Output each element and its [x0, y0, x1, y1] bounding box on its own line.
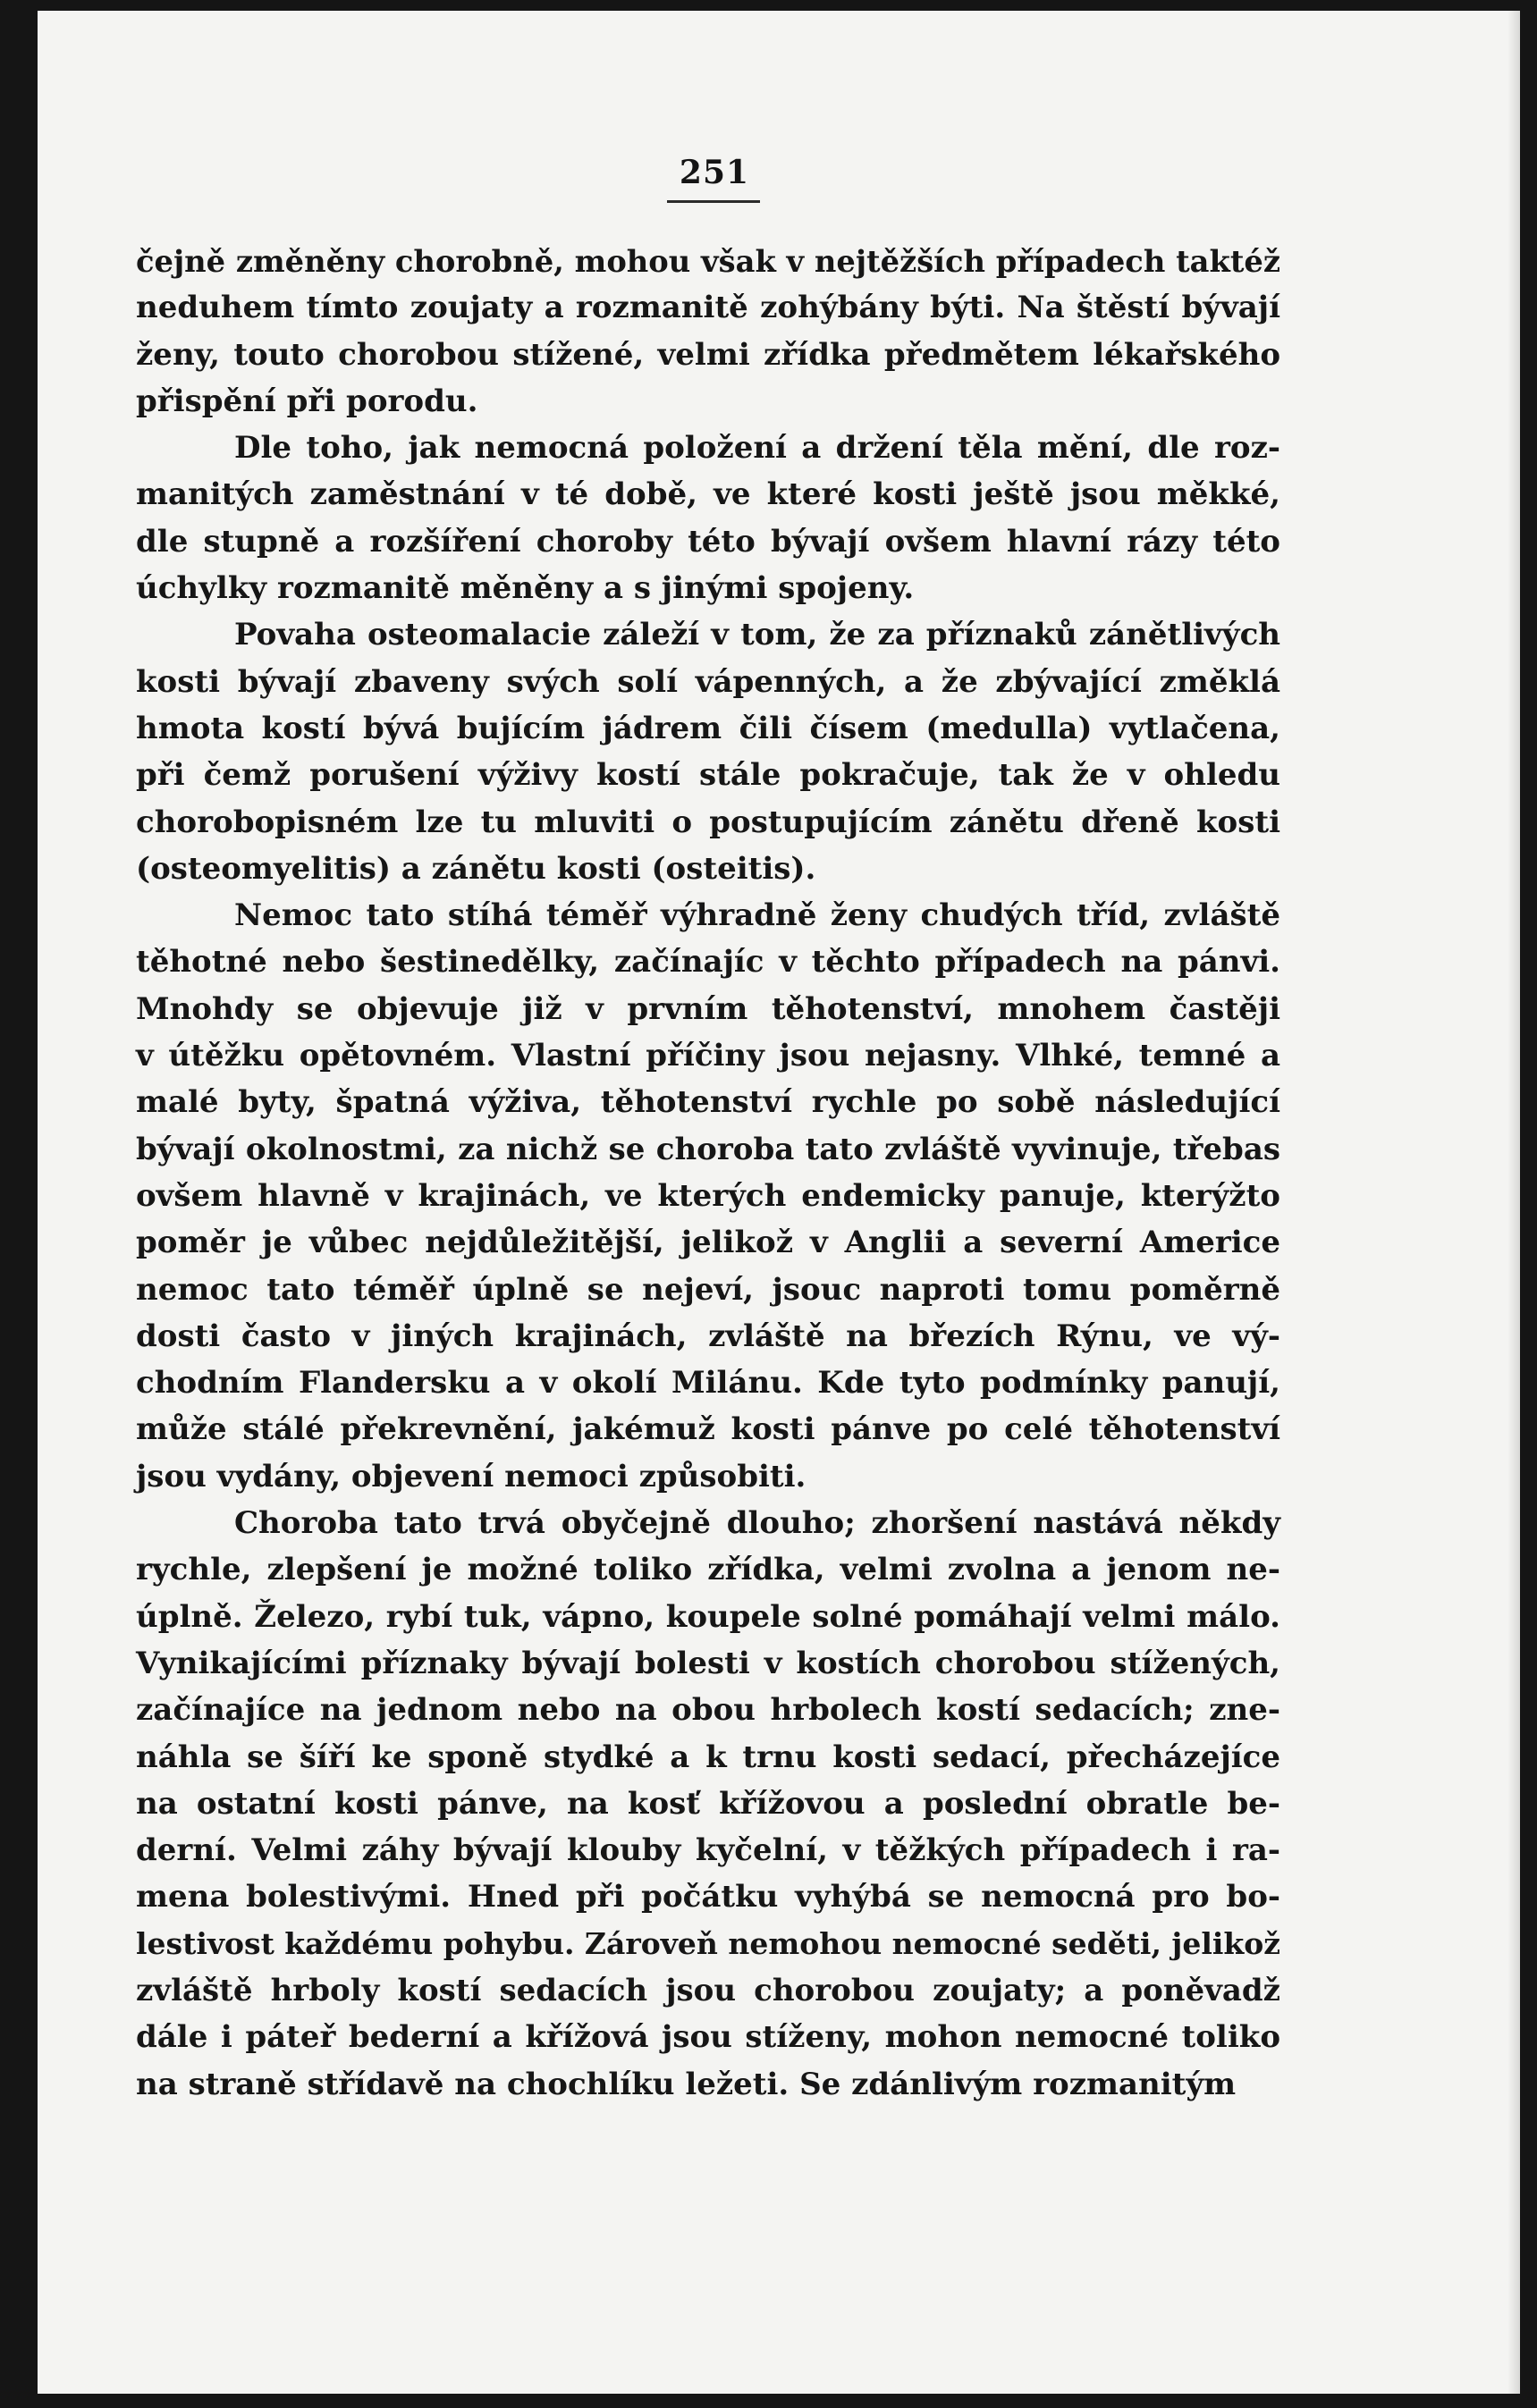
text-line: manitých zaměstnání v té době, ve které kosti ještě jsou měkké,: [136, 476, 1280, 513]
text-line: Nemoc tato stíhá téměř výhradně ženy chudých tříd, zvláště: [234, 897, 1280, 934]
text-line: chodním Flandersku a v okolí Milánu. Kde tyto podmínky panují,: [136, 1365, 1280, 1402]
text-line: dosti často v jiných krajinách, zvláště na březích Rýnu, ve vý-: [136, 1318, 1280, 1354]
text-line: chorobopisném lze tu mluviti o postupujícím zánětu dřeně kosti: [136, 804, 1280, 840]
text-line: Povaha osteomalacie záleží v tom, že za příznaků zánětlivých: [234, 617, 1280, 653]
text-line: neduhem tímto zoujaty a rozmanitě zohýbány býti. Na štěstí bývají: [136, 290, 1280, 326]
text-line: může stálé překrevnění, jakémuž kosti pánve po celé těhotenství: [136, 1411, 1280, 1448]
text-line: těhotné nebo šestinedělky, začínajíc v těchto případech na pánvi.: [136, 944, 1280, 981]
text-line: náhla se šíří ke sponě stydké a k trnu kosti sedací, přecházejíce: [136, 1739, 1280, 1775]
text-line: úchylky rozmanitě měněny a s jinými spojeny.: [136, 570, 915, 607]
text-line: přispění při porodu.: [136, 383, 478, 419]
text-line: úplně. Železo, rybí tuk, vápno, koupele solné pomáhají velmi málo.: [136, 1598, 1280, 1635]
text-line: rychle, zlepšení je možné toliko zřídka, velmi zvolna a jenom ne-: [136, 1552, 1280, 1588]
text-line: v útěžku opětovném. Vlastní příčiny jsou nejasny. Vlhké, temné a: [136, 1038, 1280, 1074]
text-line: dle stupně a rozšíření choroby této bývají ovšem hlavní rázy této: [136, 523, 1280, 560]
text-line: bývají okolnostmi, za nichž se choroba tato zvláště vyvinuje, třebas: [136, 1131, 1280, 1167]
body-text: [136, 238, 1280, 2108]
text-line: na straně střídavě na chochlíku ležeti. Se zdánlivým rozmanitým: [136, 2066, 1237, 2102]
text-line: čejně změněny chorobně, mohou však v nejtěžších případech taktéž: [136, 243, 1280, 279]
text-line: Mnohdy se objevuje již v prvním těhotenství, mnohem častěji: [136, 990, 1280, 1027]
paragraph: [136, 425, 1280, 611]
text-line: (osteomyelitis) a zánětu kosti (osteitis).: [136, 850, 816, 887]
text-line: lestivost každému pohybu. Zároveň nemohou nemocné seděti, jelikož: [136, 1925, 1280, 1961]
text-line: mena bolestivými. Hned při počátku vyhýbá se nemocná pro bo-: [136, 1879, 1280, 1915]
page-number-rule: [667, 200, 760, 203]
text-line: hmota kostí bývá bujícím jádrem čili čísem (medulla) vytlačena,: [136, 710, 1280, 746]
page-edge-shadow: [1507, 11, 1520, 2394]
text-line: poměr je vůbec nejdůležitější, jelikož v Anglii a severní Americe: [136, 1225, 1280, 1261]
text-line: Vynikajícími příznaky bývají bolesti v kostích chorobou stížených,: [136, 1645, 1280, 1681]
text-line: na ostatní kosti pánve, na kosť křížovou a poslední obratle be-: [136, 1785, 1280, 1822]
text-line: zvláště hrboly kostí sedacích jsou chorobou zoujaty; a poněvadž: [136, 1972, 1280, 2008]
text-line: jsou vydány, objevení nemoci způsobiti.: [136, 1458, 807, 1494]
text-line: ovšem hlavně v krajinách, ve kterých endemicky panuje, kterýžto: [136, 1177, 1280, 1214]
book-page: [38, 11, 1520, 2394]
text-line: derní. Velmi záhy bývají klouby kyčelní, v těžkých případech i ra-: [136, 1832, 1280, 1869]
text-line: začínajíce na jednom nebo na obou hrbolech kostí sedacích; zne-: [136, 1692, 1280, 1729]
text-line: při čemž porušení výživy kostí stále pokračuje, tak že v ohledu: [136, 757, 1280, 794]
paragraph: [136, 611, 1280, 892]
page-number: 251: [679, 154, 750, 191]
paragraph: [136, 1500, 1280, 2108]
text-line: kosti bývají zbaveny svých solí vápenných, a že zbývající změklá: [136, 663, 1280, 700]
text-line: malé byty, špatná výživa, těhotenství rychle po sobě následující: [136, 1084, 1280, 1121]
text-line: ženy, touto chorobou stížené, velmi zřídka předmětem lékařského: [136, 336, 1280, 373]
text-line: Dle toho, jak nemocná položení a držení těla mění, dle roz-: [234, 430, 1280, 467]
text-line: dále i páteř bederní a křížová jsou stíženy, mohon nemocné toliko: [136, 2019, 1280, 2056]
text-line: nemoc tato téměř úplně se nejeví, jsouc naproti tomu poměrně: [136, 1271, 1280, 1308]
paragraph: [136, 238, 1280, 425]
text-line: Choroba tato trvá obyčejně dlouho; zhoršení nastává někdy: [234, 1505, 1280, 1542]
paragraph: [136, 892, 1280, 1500]
